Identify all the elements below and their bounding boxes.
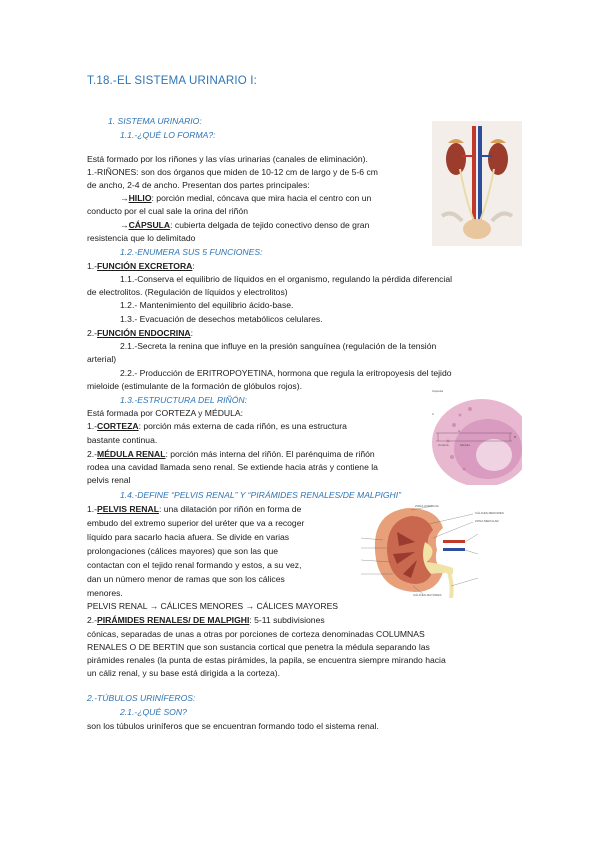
page-title: T.18.-EL SISTEMA URINARIO I: — [87, 75, 258, 87]
paragraph: PELVIS RENAL → CÁLICES MENORES → CÁLICES MAYORES — [87, 601, 339, 611]
figure-label: B — [514, 435, 517, 439]
medula-prefix: 2.- — [87, 449, 98, 459]
function-2-prefix: 2.- — [87, 328, 98, 338]
corteza-prefix: 1.- — [87, 421, 98, 431]
paragraph: menores. — [87, 588, 123, 598]
paragraph: arterial) — [87, 354, 117, 364]
piramides-prefix: 2.- — [87, 615, 98, 625]
paragraph: resistencia que lo delimitado — [87, 233, 196, 243]
medula-line — [87, 448, 375, 461]
paragraph: un cáliz renal, y su base está dirigida a la corteza). — [87, 668, 280, 678]
paragraph: 1.-RIÑONES: son dos órganos que miden de 10-12 cm de largo y de 5-6 cm — [87, 167, 378, 177]
paragraph: dan un número menor de ramas que son los cálices — [87, 574, 285, 584]
capsula-label: CÁPSULA — [128, 220, 171, 230]
pelvis-line — [87, 503, 301, 516]
section-1-heading: 1. SISTEMA URINARIO: — [108, 116, 202, 126]
paragraph: embudo del extremo superior del uréter que va a recoger — [87, 518, 305, 528]
section-2-1-heading: 2.1.-¿QUÉ SON? — [120, 707, 187, 717]
arrow-icon: → — [120, 220, 129, 230]
corteza-label: CORTEZA — [97, 421, 139, 431]
paragraph: pelvis renal — [87, 475, 131, 485]
paragraph: cónicas, separadas de unas a otras por porciones de corteza denominadas COLUMNAS — [87, 629, 425, 639]
function-1-label: FUNCIÓN EXCRETORA — [97, 261, 193, 271]
pelvis-label: PELVIS RENAL — [97, 504, 159, 514]
capsula-line — [120, 219, 369, 232]
figure-label: ZONA MEDULAR — [475, 519, 499, 523]
medula-text: : porción más interna del riñón. El parénquima de riñón — [165, 449, 375, 459]
function-2-label: FUNCIÓN ENDOCRINA — [97, 328, 191, 338]
paragraph: bastante continua. — [87, 435, 158, 445]
hilio-text: : porción medial, cóncava que mira hacia el centro con un — [151, 193, 372, 203]
paragraph: 1.2.- Mantenimiento del equilibrio ácido-base. — [120, 300, 294, 310]
corteza-text: : porción más externa de cada riñón, es una estructura — [138, 421, 347, 431]
pelvis-text: : una dilatación por riñón en forma de — [158, 504, 302, 514]
function-2-heading — [87, 327, 193, 340]
kidney-section-diagram — [353, 502, 523, 598]
capsula-text: : cubierta delgada de tejido conectivo denso de gran — [170, 220, 370, 230]
paragraph: de ancho, 2-4 de ancho. Presentan dos partes principales: — [87, 180, 310, 190]
figure-label: CÁLICES MENORES — [475, 511, 504, 515]
figure-label: Médula — [460, 443, 470, 447]
arrow-icon: → — [120, 193, 129, 203]
figure-label: Cápsula — [432, 389, 444, 393]
function-2-suffix: : — [190, 328, 193, 338]
figure-label: CÁLICES MAYORES — [413, 593, 442, 597]
paragraph: 2.1.-Secreta la renina que influye en la presión sanguínea (regulación de la tensión — [120, 341, 437, 351]
piramides-label: PIRÁMIDES RENALES/ DE MALPIGHI — [97, 615, 250, 625]
paragraph: rodea una cavidad llamada seno renal. Se extiende hacia atrás y contiene la — [87, 462, 378, 472]
paragraph: líquido para sacarlo hacia afuera. Se divide en varias — [87, 532, 290, 542]
paragraph: Está formado por los riñones y las vías urinarias (canales de eliminación). — [87, 154, 368, 164]
hilio-label: HILIO — [128, 193, 152, 203]
paragraph: mieloide (estimulante de la formación de glóbulos rojos). — [87, 381, 302, 391]
paragraph: conducto por el cual sale la orina del riñón — [87, 206, 248, 216]
section-1-3-heading: 1.3.-ESTRUCTURA DEL RIÑÓN: — [120, 395, 248, 405]
corteza-line — [87, 420, 347, 433]
function-1-prefix: 1.- — [87, 261, 98, 271]
function-1-heading — [87, 260, 195, 273]
paragraph: pirámides renales (la punta de estas pirámides, la papila, se encuentra siempre mirando hacia — [87, 655, 446, 665]
paragraph: 1.3.- Evacuación de desechos metabólicos celulares. — [120, 314, 323, 324]
paragraph: prolongaciones (cálices mayores) que son las que — [87, 546, 279, 556]
section-1-1-heading: 1.1.-¿QUÉ LO FORMA?: — [120, 130, 216, 140]
figure-label: A — [458, 429, 461, 433]
pelvis-prefix: 1.- — [87, 504, 98, 514]
hilio-line — [120, 192, 371, 205]
figure-label: Corteza — [438, 443, 449, 447]
paragraph: RENALES O DE BERTIN que son sustancia cortical que penetra la médula separando las — [87, 642, 430, 652]
piramides-line — [87, 614, 325, 627]
medula-label: MÉDULA RENAL — [97, 449, 166, 459]
paragraph: Está formada por CORTEZA y MÉDULA: — [87, 408, 244, 418]
figure-label: C — [432, 412, 435, 416]
paragraph: contactan con el tejido renal formando y estos, a su vez, — [87, 560, 302, 570]
paragraph: de electrolitos. (Regulación de líquidos y electrolitos) — [87, 287, 288, 297]
urinary-system-illustration — [432, 121, 522, 246]
section-2-heading: 2.-TÚBULOS URINÍFEROS: — [87, 693, 196, 703]
paragraph: 2.2.- Producción de ERITROPOYETINA, hormona que regula la eritropoyesis del tejido — [120, 368, 452, 378]
paragraph: son los túbulos uriníferos que se encuentran formando todo el sistema renal. — [87, 721, 379, 731]
piramides-text: : 5-11 subdivisiones — [249, 615, 325, 625]
paragraph: 1.1.-Conserva el equilibrio de líquidos en el organismo, regulando la pérdida diferencial — [120, 274, 453, 284]
section-1-4-heading: 1.4.-DEFINE “PELVIS RENAL” Y “PIRÁMIDES RENALES/DE MALPIGHI” — [120, 490, 401, 500]
section-1-2-heading: 1.2.-ENUMERA SUS 5 FUNCIONES: — [120, 247, 263, 257]
function-1-suffix: : — [192, 261, 195, 271]
kidney-histology-image — [430, 385, 522, 485]
figure-label: ZONA CORTICAL — [415, 504, 440, 508]
